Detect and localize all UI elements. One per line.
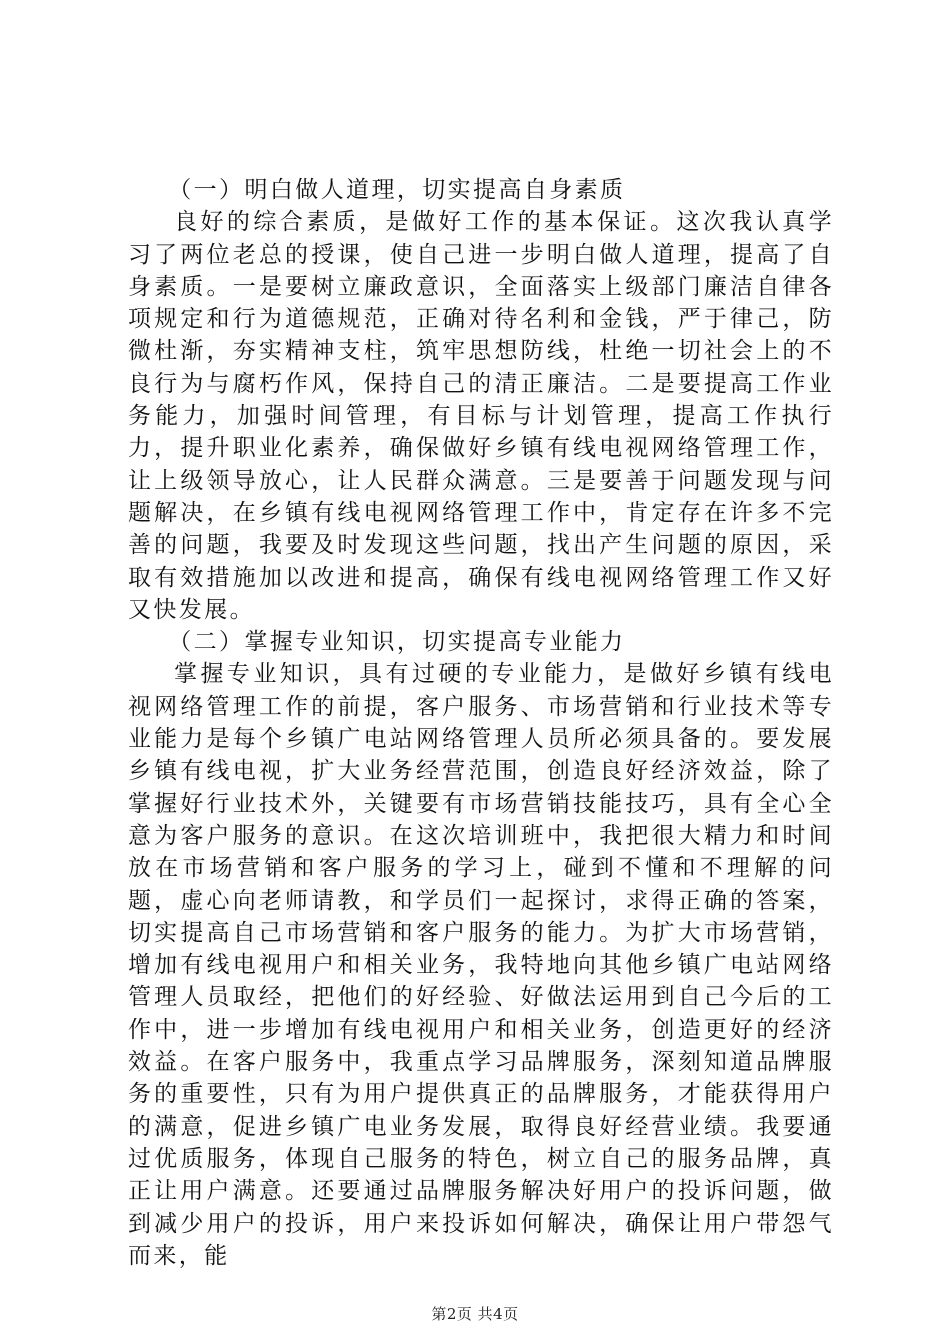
page-footer: 第2页 共4页 [431,1305,519,1323]
document-body [128,174,834,1272]
section-heading-1: （一）明白做人道理，切实提高自身素质 [168,177,626,203]
body-paragraph-2: 掌握专业知识，具有过硬的专业能力，是做好乡镇有线电视网络管理工作的前提，客户服务、市场营销和行业技术等专业能力是每个乡镇广电站网络管理人员所必须具备的。要发展乡镇有线电视，扩大业务经营范围，创造良好经济效益，除了掌握好行业技术外，关键要有市场营销技能技巧，具有全心全意为客户服务的意识。在这次培训班中，我把很大精力和时间放在市场营销和客户服务的学习上，碰到不懂和不理解的问题，虚心向老师请教，和学员们一起探讨，求得正确的答案，切实提高自己市场营销和客户服务的能力。为扩大市场营销，增加有线电视用户和相关业务，我特地向其他乡镇广电站网络管理人员取经，把他们的好经验、好做法运用到自己今后的工作中，进一步增加有线电视用户和相关业务，创造更好的经济效益。在客户服务中，我重点学习品牌服务，深刻知道品牌服务的重要性，只有为用户提供真正的品牌服务，才能获得用户的满意，促进乡镇广电业务发展，取得良好经营业绩。我要通过优质服务，体现自己服务的特色，树立自己的服务品牌，真正让用户满意。还要通过品牌服务解决好用户的投诉问题，做到减少用户的投诉，用户来投诉如何解决，确保让用户带怨气而来，能 [128,661,834,1269]
body-paragraph-1: 良好的综合素质，是做好工作的基本保证。这次我认真学习了两位老总的授课，使自己进一步明白做人道理，提高了自身素质。一是要树立廉政意识，全面落实上级部门廉洁自律各项规定和行为道德规范，正确对待名利和金钱，严于律己，防微杜渐，夯实精神支柱，筑牢思想防线，杜绝一切社会上的不良行为与腐朽作风，保持自己的清正廉洁。二是要提高工作业务能力，加强时间管理，有目标与计划管理，提高工作执行力，提升职业化素养，确保做好乡镇有线电视网络管理工作，让上级领导放心，让人民群众满意。三是要善于问题发现与问题解决，在乡镇有线电视网络管理工作中，肯定存在许多不完善的问题，我要及时发现这些问题，找出产生问题的原因，采取有效措施加以改进和提高，确保有线电视网络管理工作又好又快发展。 [128,209,834,623]
section-heading-2: （二）掌握专业知识，切实提高专业能力 [168,629,626,656]
